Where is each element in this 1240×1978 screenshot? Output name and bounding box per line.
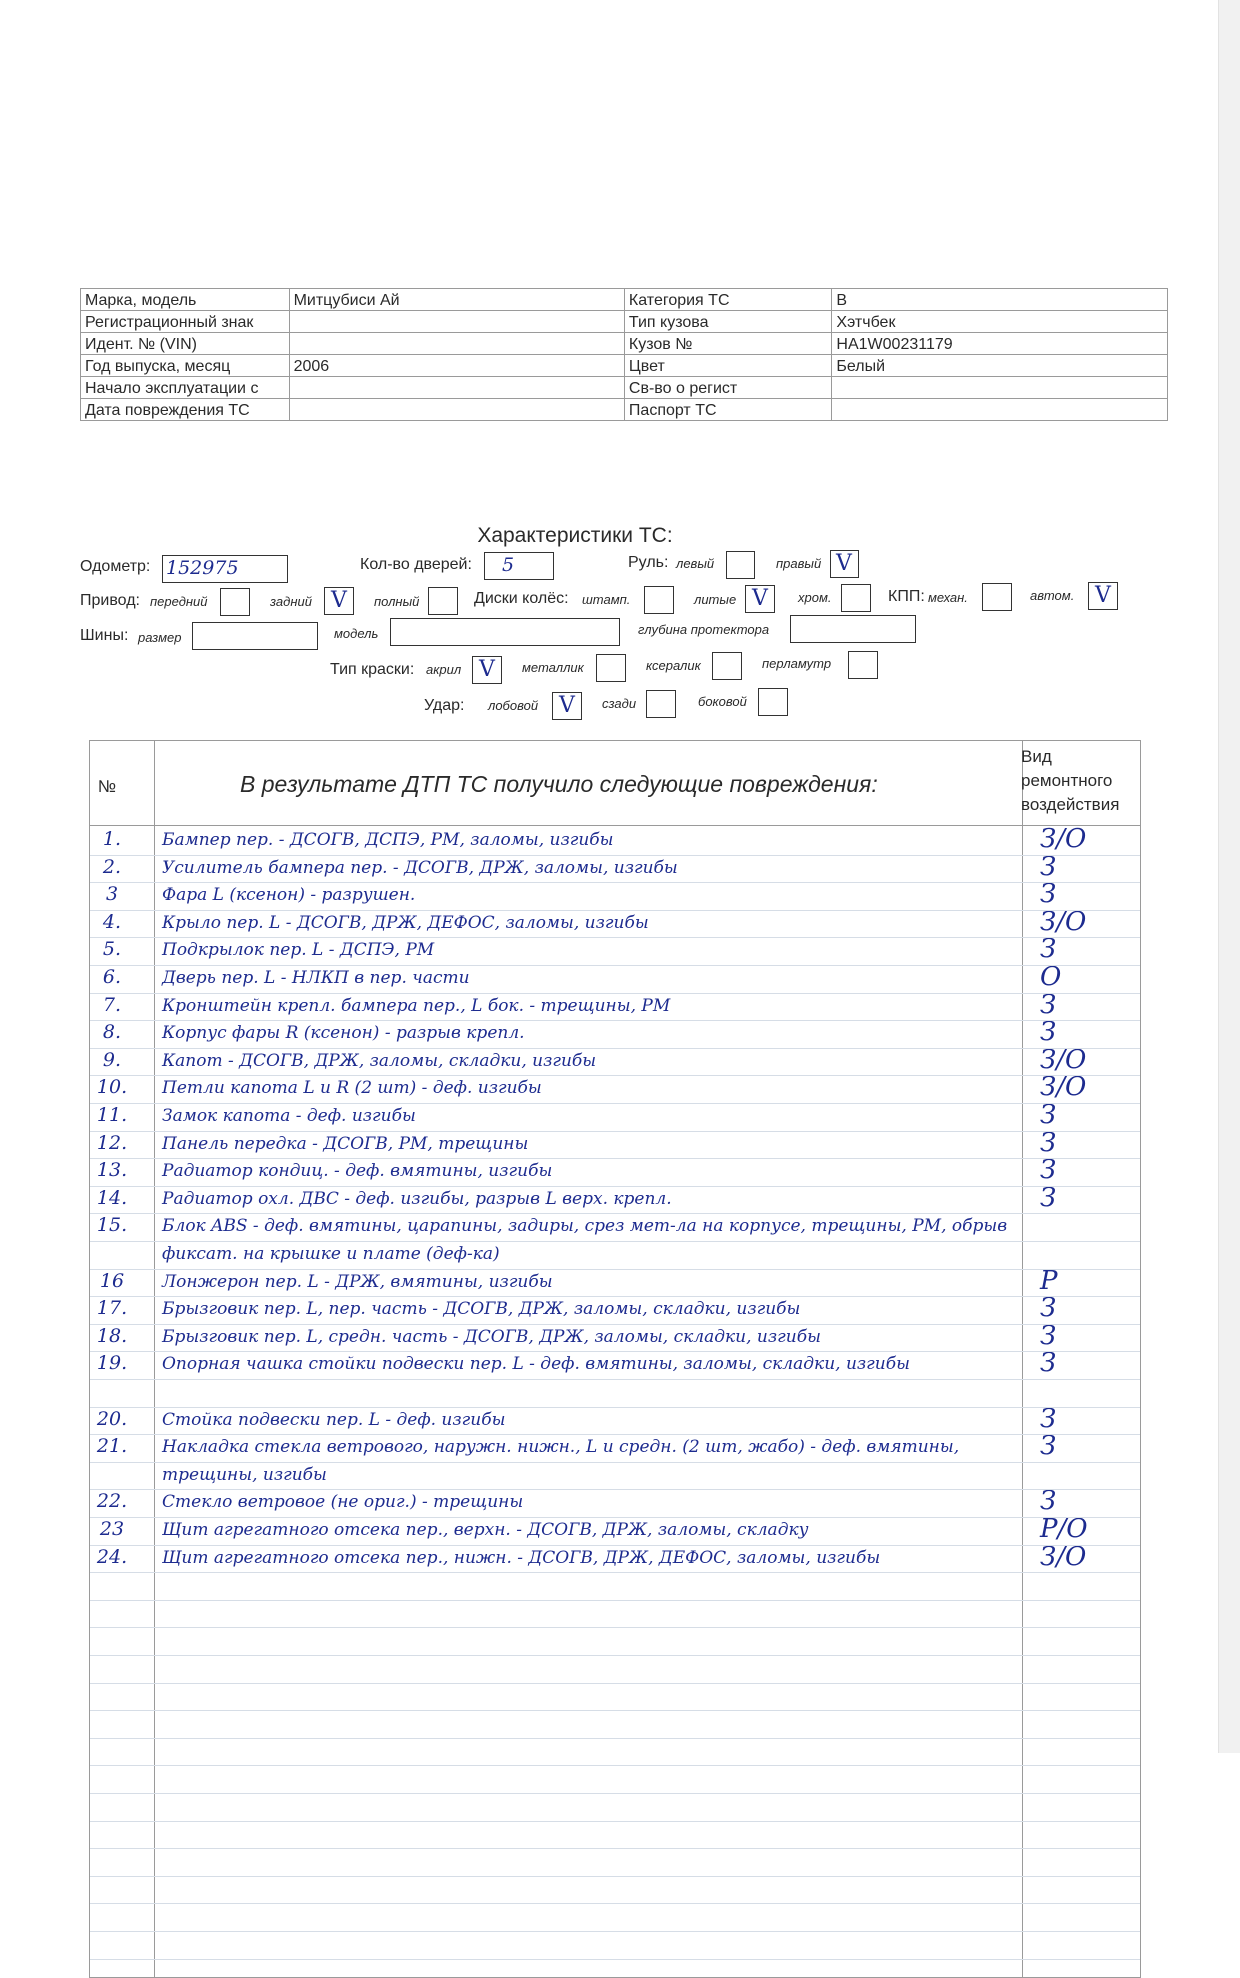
ruled-line [90, 1793, 1140, 1794]
damage-row-number: 13. [96, 1159, 128, 1182]
damage-row-repair-code: З [1040, 934, 1057, 965]
category-label: Категория ТС [624, 289, 832, 311]
damage-row-repair-code: З [1040, 1155, 1057, 1186]
redacted-block [836, 379, 936, 393]
category-value: В [832, 289, 1168, 311]
make-value: Митцубиси Ай [289, 289, 624, 311]
damage-table-title: В результате ДТП ТС получило следующие повреждения: [240, 771, 878, 797]
damage-table-header [90, 741, 1140, 826]
repair-header-line: ремонтного [1021, 771, 1113, 790]
rims-cast-label: литые [694, 592, 737, 607]
damage-row-description: Фара L (ксенон) - разрушен. [162, 885, 416, 906]
impact-rear-label: сзади [602, 696, 637, 711]
damage-row-description: Кронштейн крепл. бампера пер., L бок. - трещины, РМ [162, 995, 671, 1016]
ruled-line [90, 1296, 1140, 1297]
ruled-line [90, 965, 1140, 966]
ruled-line [90, 1627, 1140, 1628]
damage-row-repair-code: З [1040, 1293, 1057, 1324]
damage-row-repair-code: З [1040, 1403, 1057, 1434]
damage-row-repair-code: З/О [1040, 824, 1087, 854]
odometer-label: Одометр: [80, 558, 151, 575]
damage-row-repair-code: З [1040, 879, 1057, 910]
redacted-block [294, 313, 394, 327]
drive-rear-check: V [331, 588, 347, 613]
redacted-block [294, 379, 394, 393]
drive-front-label: передний [150, 594, 208, 609]
ruled-line [90, 855, 1140, 856]
tires-model-label: модель [334, 626, 379, 641]
body-type-value: Хэтчбек [832, 311, 1168, 333]
ruled-line [90, 1959, 1140, 1960]
ruled-line [90, 1131, 1140, 1132]
number-column-header: № [97, 777, 117, 796]
damage-row-number: 16 [99, 1269, 125, 1292]
damage-row-description: Петли капота L и R (2 шт) - деф. изгибы [162, 1078, 542, 1099]
damage-row-repair-code: З/О [1040, 1541, 1087, 1572]
rims-label: Диски колёс: [474, 590, 569, 607]
impact-front-label: лобовой [488, 698, 539, 713]
damage-row-description: Стекло ветровое (не ориг.) - трещины [162, 1492, 524, 1513]
doors-value: 5 [502, 554, 515, 576]
paint-xirallic-label: ксералик [646, 658, 701, 673]
ruled-line [90, 1903, 1140, 1904]
damage-row-description: Крыло пер. L - ДСОГВ, ДРЖ, ДЕФОС, заломы, изгибы [162, 912, 649, 933]
drive-rear-label: задний [270, 594, 312, 609]
gearbox-auto-label: автом. [1030, 588, 1075, 603]
wheel-right-check: V [836, 551, 852, 576]
repair-type-header [1021, 745, 1119, 817]
damage-row-description: Подкрылок пер. L - ДСПЭ, РМ [162, 940, 435, 961]
paint-pearl-label: перламутр [762, 656, 832, 671]
ruled-line [90, 1572, 1140, 1573]
damage-row-number: 3 [105, 883, 119, 906]
ruled-line [90, 993, 1140, 994]
ruled-line [90, 1545, 1140, 1546]
damage-row-number: 4. [102, 910, 122, 933]
gearbox-auto-check: V [1095, 583, 1111, 608]
ruled-line [90, 910, 1140, 911]
damage-row-description: Брызговик пер. L, пер. часть - ДСОГВ, ДРЖ, заломы, складки, изгибы [162, 1299, 801, 1320]
damage-row-description: Замок капота - деф. изгибы [162, 1106, 416, 1126]
paint-metallic-label: металлик [522, 660, 584, 675]
rims-stamp-checkbox[interactable] [644, 586, 674, 614]
wheel-left-checkbox[interactable] [726, 551, 755, 579]
column-divider [154, 741, 155, 1977]
ruled-line [90, 1407, 1140, 1408]
rims-stamp-label: штамп. [582, 592, 631, 607]
doors-label: Кол-во дверей: [360, 556, 472, 573]
repair-header-line: Вид [1021, 747, 1052, 766]
drive-full-label: полный [374, 594, 420, 609]
damage-row-repair-code: З/О [1040, 1044, 1087, 1075]
damage-row-description: Лонжерон пер. L - ДРЖ, вмятины, изгибы [162, 1271, 553, 1292]
reg-cert-value [832, 377, 1168, 399]
damage-row-description: Щит агрегатного отсека пер., нижн. - ДСОГВ, ДРЖ, ДЕФОС, заломы, изгибы [162, 1547, 881, 1568]
damage-row-description: Панель передка - ДСОГВ, РМ, трещины [162, 1133, 529, 1154]
damage-row-repair-code: О [1040, 962, 1062, 992]
damage-row-repair-code: З [1040, 1431, 1057, 1462]
ruled-line [90, 1462, 1140, 1463]
ruled-line [90, 1103, 1140, 1104]
gearbox-label: КПП: [888, 588, 925, 605]
ruled-line [90, 1324, 1140, 1325]
tires-size-label: размер [138, 630, 182, 645]
damage-row-description: Брызговик пер. L, средн. часть - ДСОГВ, ДРЖ, заломы, складки, изгибы [162, 1326, 821, 1347]
reg-label: Регистрационный знак [81, 311, 290, 333]
damage-row-repair-code: З [1040, 1320, 1057, 1351]
damage-row-number: 24. [96, 1545, 128, 1568]
damage-row-repair-code: З [1040, 851, 1057, 882]
make-label: Марка, модель [81, 289, 290, 311]
damage-row-repair-code: З [1040, 1127, 1057, 1158]
damage-row-number: 14. [96, 1186, 128, 1209]
doors-field[interactable] [484, 552, 554, 580]
passport-label: Паспорт ТС [624, 399, 832, 421]
impact-label: Удар: [424, 697, 465, 714]
passport-value [832, 399, 1168, 421]
impact-side-label: боковой [698, 694, 747, 709]
damage-row-repair-code: З [1040, 1100, 1057, 1130]
impact-rear-checkbox[interactable] [646, 690, 676, 718]
damage-date-value [289, 399, 624, 421]
damage-row-repair-code: Р/О [1040, 1514, 1088, 1544]
tires-model-field[interactable] [390, 618, 620, 646]
damage-row-number: 21. [96, 1435, 128, 1458]
damage-row-number: 2. [102, 855, 122, 878]
odometer-value: 152975 [166, 557, 239, 579]
rims-chrome-checkbox[interactable] [841, 584, 871, 612]
start-value [289, 377, 624, 399]
ruled-line [90, 1241, 1140, 1242]
damage-row-repair-code: З/О [1040, 1072, 1087, 1103]
year-label: Год выпуска, месяц [81, 355, 290, 377]
impact-side-checkbox[interactable] [758, 688, 788, 716]
ruled-line [90, 1186, 1140, 1187]
damage-row-description: Блок ABS - деф. вмятины, царапины, задиры, срез мет-ла на корпусе, трещины, РМ, обрыв фиксат. на крышке и плате (деф-ка) [162, 1216, 1008, 1264]
reg-cert-label: Св-во о регист [624, 377, 832, 399]
vehicle-info-table [80, 288, 1168, 421]
scan-paper-edge [1218, 0, 1240, 1753]
body-type-label: Тип кузова [624, 311, 832, 333]
damage-row-number: 10. [96, 1076, 128, 1099]
damage-row-repair-code: Р [1040, 1265, 1058, 1296]
damage-row-number: 9. [102, 1048, 122, 1071]
wheel-label: Руль: [628, 554, 669, 571]
ruled-line [90, 1517, 1140, 1518]
damage-row-repair-code: З [1040, 1486, 1057, 1517]
damage-row-description: Усилитель бампера пер. - ДСОГВ, ДРЖ, заломы, изгибы [162, 857, 678, 878]
reg-value [289, 311, 624, 333]
characteristics-title: Характеристики ТС: [477, 524, 673, 547]
redacted-block [294, 401, 394, 415]
drive-full-checkbox[interactable] [428, 587, 458, 615]
wheel-right-label: правый [776, 556, 822, 571]
rims-chrome-label: хром. [798, 590, 832, 605]
body-no-value: HA1W00231179 [832, 333, 1168, 355]
damage-row-description: Дверь пер. L - НЛКП в пер. части [162, 968, 470, 988]
tires-size-field[interactable] [192, 622, 318, 650]
ruled-line [90, 1269, 1140, 1270]
damage-row-repair-code: З [1040, 1182, 1057, 1213]
ruled-line [90, 1158, 1140, 1159]
rims-cast-check: V [752, 586, 768, 611]
ruled-line [90, 1600, 1140, 1601]
year-value: 2006 [289, 355, 624, 377]
ruled-line [90, 882, 1140, 883]
ruled-line [90, 1848, 1140, 1849]
damage-table [89, 740, 1141, 1978]
damage-row-description: Опорная чашка стойки подвески пер. L - деф. вмятины, заломы, складки, изгибы [162, 1354, 910, 1375]
ruled-line [90, 1048, 1140, 1049]
damage-row-number: 18. [96, 1324, 128, 1347]
gearbox-manual-checkbox[interactable] [982, 583, 1012, 611]
drive-label: Привод: [80, 592, 140, 609]
ruled-line [90, 1489, 1140, 1490]
start-label: Начало эксплуатации с [81, 377, 290, 399]
damage-row-description: Капот - ДСОГВ, ДРЖ, заломы, складки, изгибы [162, 1050, 597, 1071]
damage-row-description: Накладка стекла ветрового, наружн. нижн., L и средн. (2 шт, жабо) - деф. вмятины, трещины, изгибы [162, 1437, 960, 1485]
damage-row-number: 1. [102, 828, 122, 850]
damage-row-number: 12. [96, 1131, 128, 1154]
damage-row-number: 17. [96, 1297, 128, 1320]
gearbox-manual-label: механ. [928, 590, 968, 605]
vin-value [289, 333, 624, 355]
color-label: Цвет [624, 355, 832, 377]
column-divider [1022, 741, 1023, 1977]
paint-metallic-checkbox[interactable] [596, 654, 626, 682]
ruled-line [90, 1379, 1140, 1380]
repair-header-line: воздействия [1021, 795, 1120, 814]
damage-row-number: 20. [96, 1407, 128, 1430]
damage-row-number: 8. [102, 1021, 122, 1044]
damage-row-repair-code: З [1040, 989, 1057, 1020]
damage-date-label: Дата повреждения ТС [81, 399, 290, 421]
vin-label: Идент. № (VIN) [81, 333, 290, 355]
impact-front-check: V [559, 693, 575, 718]
damage-row-number: 6. [102, 966, 122, 988]
tires-label: Шины: [80, 627, 129, 644]
damage-row-number: 15. [96, 1214, 128, 1237]
color-value: Белый [832, 355, 1168, 377]
damage-row-description: Щит агрегатного отсека пер., верхн. - ДСОГВ, ДРЖ, заломы, складку [162, 1520, 809, 1540]
ruled-line [90, 1931, 1140, 1932]
ruled-line [90, 937, 1140, 938]
damage-row-number: 19. [96, 1352, 128, 1375]
ruled-line [90, 1351, 1140, 1352]
damage-row-description: Радиатор охл. ДВС - деф. изгибы, разрыв L верх. крепл. [162, 1188, 672, 1209]
damage-row-number: 5. [102, 938, 122, 961]
ruled-line [90, 1821, 1140, 1822]
ruled-line [90, 1765, 1140, 1766]
damage-row-number: 23 [99, 1518, 125, 1540]
paint-label: Тип краски: [330, 661, 415, 678]
ruled-line [90, 1876, 1140, 1877]
wheel-left-label: левый [676, 556, 715, 571]
damage-row-number: 11. [96, 1104, 128, 1126]
body-no-label: Кузов № [624, 333, 832, 355]
redacted-block [294, 335, 394, 349]
tread-depth-label: глубина протектора [638, 622, 770, 637]
damage-row-description: Бампер пер. - ДСОГВ, ДСПЭ, РМ, заломы, изгибы [162, 830, 614, 850]
ruled-line [90, 1213, 1140, 1214]
ruled-line [90, 1710, 1140, 1711]
damage-row-repair-code: З [1040, 1017, 1057, 1048]
paint-acryl-label: акрил [426, 662, 462, 677]
paint-acryl-check: V [479, 657, 495, 682]
ruled-line [90, 1020, 1140, 1021]
ruled-line [90, 1683, 1140, 1684]
drive-front-checkbox[interactable] [220, 588, 250, 616]
damage-row-number: 7. [102, 993, 122, 1016]
damage-row-number: 22. [96, 1490, 128, 1513]
ruled-line [90, 1075, 1140, 1076]
ruled-line [90, 1655, 1140, 1656]
paint-xirallic-checkbox[interactable] [712, 652, 742, 680]
damage-row-repair-code: З [1040, 1348, 1057, 1379]
damage-row-description: Корпус фары R (ксенон) - разрыв крепл. [162, 1023, 525, 1044]
tread-depth-field[interactable] [790, 615, 916, 643]
damage-row-description: Радиатор кондиц. - деф. вмятины, изгибы [162, 1161, 553, 1182]
ruled-line [90, 1434, 1140, 1435]
damage-row-repair-code: З/О [1040, 906, 1087, 937]
damage-row-description: Стойка подвески пер. L - деф. изгибы [162, 1409, 506, 1430]
ruled-line [90, 1738, 1140, 1739]
paint-pearl-checkbox[interactable] [848, 651, 878, 679]
